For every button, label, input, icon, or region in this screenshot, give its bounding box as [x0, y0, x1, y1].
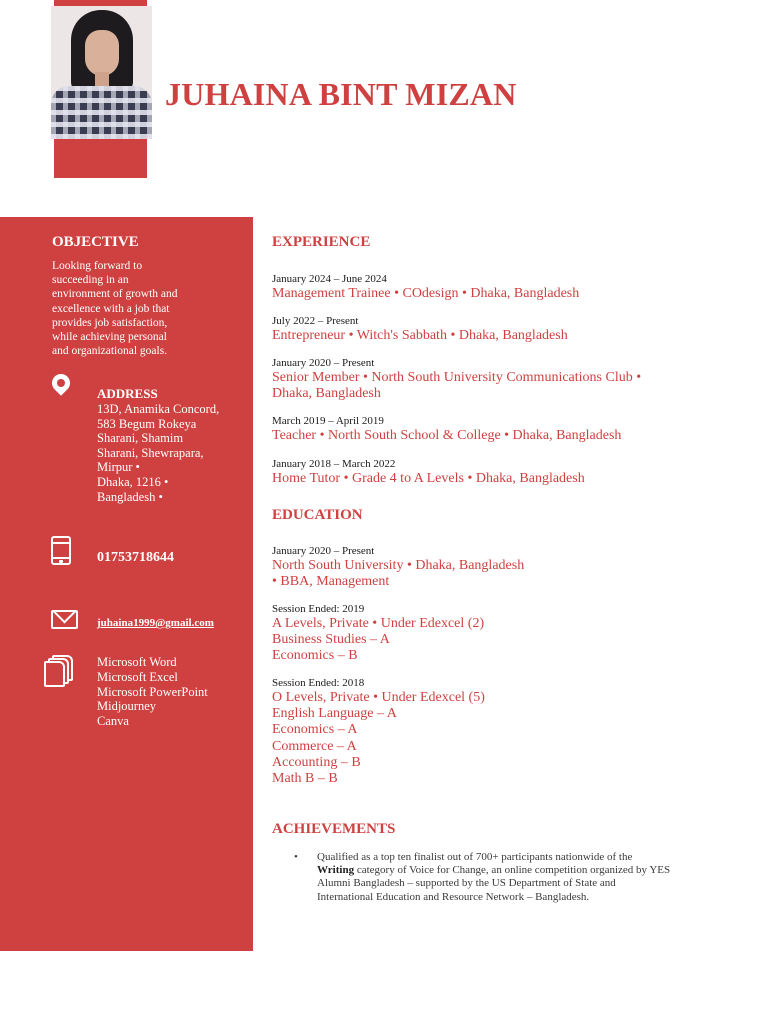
- entry-detail: Home Tutor • Grade 4 to A Levels • Dhaka, Bangladesh: [272, 471, 585, 486]
- entry-date: January 2024 – June 2024: [272, 273, 387, 285]
- objective-line: while achieving personal: [52, 331, 167, 344]
- entry-date: January 2020 – Present: [272, 545, 375, 557]
- objective-text: [52, 259, 202, 358]
- entry-detail: Senior Member • North South University Communications Club •: [272, 370, 642, 385]
- address-line: Mirpur •: [97, 460, 140, 475]
- phone-number[interactable]: 01753718644: [97, 550, 174, 565]
- entry-detail: Teacher • North South School & College • Dhaka, Bangladesh: [272, 428, 622, 443]
- objective-title: OBJECTIVE: [52, 234, 139, 250]
- address-line: Sharani, Shamim: [97, 431, 184, 446]
- experience-entry: [272, 415, 692, 444]
- objective-line: and organizational goals.: [52, 345, 168, 358]
- objective-line: Looking forward to: [52, 260, 143, 272]
- experience-entry: [272, 315, 692, 344]
- entry-date: July 2022 – Present: [272, 315, 359, 327]
- achievement-line: Alumni Bangladesh – supported by the US Department of State and: [317, 877, 616, 890]
- experience-title: EXPERIENCE: [272, 234, 371, 250]
- documents-icon: [44, 655, 74, 688]
- profile-photo: [51, 6, 152, 139]
- mail-icon: [51, 610, 78, 629]
- skills-list: [97, 655, 208, 729]
- sidebar: [0, 217, 253, 951]
- entry-detail: • BBA, Management: [272, 574, 390, 590]
- entry-detail: A Levels, Private • Under Edexcel (2): [272, 616, 485, 631]
- education-entry: [272, 603, 692, 665]
- photo-face: [85, 30, 119, 76]
- entry-detail: Dhaka, Bangladesh: [272, 386, 381, 402]
- address-line: Dhaka, 1216 •: [97, 474, 169, 489]
- email-link[interactable]: juhaina1999@gmail.com: [97, 617, 214, 629]
- entry-detail: Commerce – A: [272, 738, 357, 754]
- phone-icon: [51, 536, 71, 565]
- achievement-item: [296, 851, 736, 904]
- skill-item: Microsoft Word: [97, 655, 177, 669]
- objective-line: provides job satisfaction,: [52, 316, 168, 329]
- address-text: [97, 402, 247, 504]
- bullet-icon: •: [294, 851, 298, 863]
- achievement-line-rest: category of Voice for Change, an online competition organized by YES: [354, 864, 671, 877]
- entry-detail: Management Trainee • COdesign • Dhaka, Bangladesh: [272, 286, 580, 301]
- entry-date: January 2018 – March 2022: [272, 458, 396, 470]
- achievement-line: Qualified as a top ten finalist out of 700+ participants nationwide of the: [317, 851, 633, 863]
- candidate-name: JUHAINA BINT MIZAN: [165, 76, 517, 112]
- experience-entry: [272, 458, 692, 487]
- address-line: Bangladesh •: [97, 489, 163, 504]
- entry-detail: Accounting – B: [272, 754, 361, 770]
- address-title: ADDRESS: [97, 386, 158, 401]
- education-entry: [272, 677, 692, 787]
- photo-bottom-bar: [54, 139, 147, 178]
- skill-item: Midjourney: [97, 699, 157, 714]
- entry-detail: O Levels, Private • Under Edexcel (5): [272, 690, 485, 705]
- entry-date: Session Ended: 2018: [272, 677, 365, 689]
- skill-item: Microsoft PowerPoint: [97, 684, 208, 699]
- skill-item: Canva: [97, 714, 129, 729]
- achievement-bold-word: Writing: [317, 864, 355, 877]
- achievement-line: International Education and Resource Network – Bangladesh.: [317, 890, 590, 903]
- entry-detail: Entrepreneur • Witch's Sabbath • Dhaka, Bangladesh: [272, 328, 568, 343]
- address-line: 13D, Anamika Concord,: [97, 402, 220, 416]
- entry-detail: Business Studies – A: [272, 632, 390, 648]
- education-entry: [272, 545, 692, 590]
- experience-entry: [272, 357, 692, 402]
- entry-detail: North South University • Dhaka, Bangladesh: [272, 558, 525, 573]
- objective-line: excellence with a job that: [52, 302, 170, 315]
- location-pin-icon: [51, 374, 71, 400]
- entry-date: March 2019 – April 2019: [272, 415, 384, 427]
- entry-date: January 2020 – Present: [272, 357, 375, 369]
- education-title: EDUCATION: [272, 507, 363, 523]
- experience-entry: [272, 273, 692, 302]
- photo-shirt: [51, 86, 152, 139]
- achievement-text: [317, 851, 736, 904]
- entry-detail: Economics – A: [272, 722, 358, 738]
- entry-detail: Math B – B: [272, 771, 338, 787]
- skill-item: Microsoft Excel: [97, 669, 178, 684]
- entry-detail: Economics – B: [272, 648, 358, 664]
- entry-detail: English Language – A: [272, 706, 397, 722]
- address-line: 583 Begum Rokeya: [97, 416, 197, 431]
- achievement-line: [317, 864, 736, 877]
- objective-line: environment of growth and: [52, 288, 178, 301]
- objective-line: succeeding in an: [52, 274, 129, 287]
- address-line: Sharani, Shewrapara,: [97, 445, 204, 460]
- achievements-title: ACHIEVEMENTS: [272, 821, 396, 837]
- entry-date: Session Ended: 2019: [272, 603, 365, 615]
